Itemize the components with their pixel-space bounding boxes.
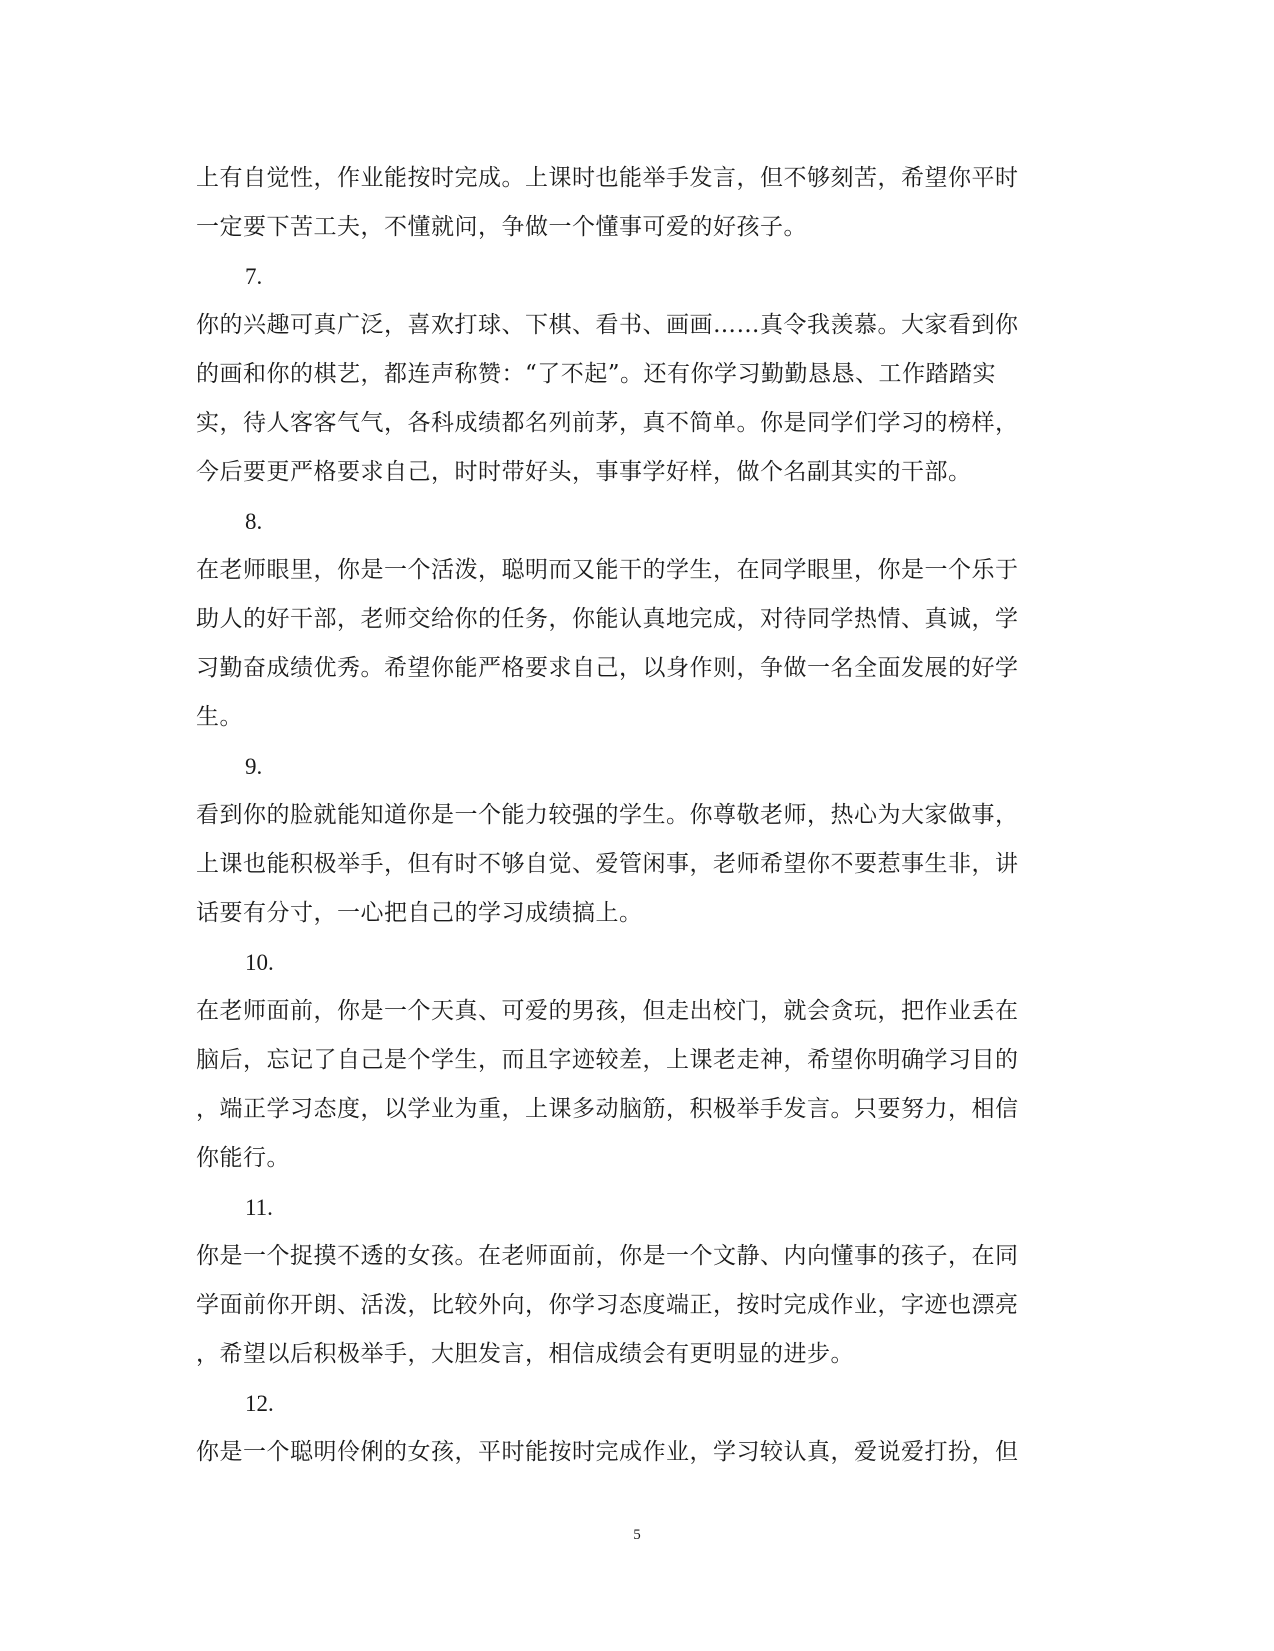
item-number: 7.	[245, 264, 263, 289]
text-line: ，希望以后积极举手，大胆发言，相信成绩会有更明显的进步。	[196, 1341, 854, 1367]
item-number: 12.	[245, 1391, 274, 1416]
text-line: 的画和你的棋艺，都连声称赞：“了不起”。还有你学习勤勤恳恳、工作踏踏实	[196, 361, 997, 387]
text-line: 在老师眼里，你是一个活泼，聪明而又能干的学生，在同学眼里，你是一个乐于	[196, 557, 1019, 583]
text-line: 你能行。	[196, 1145, 290, 1171]
text-line: 在老师面前，你是一个天真、可爱的男孩，但走出校门，就会贪玩，把作业丢在	[196, 998, 1019, 1024]
text-line: 上课也能积极举手，但有时不够自觉、爱管闲事，老师希望你不要惹事生非，讲	[196, 851, 1019, 877]
text-line: 你的兴趣可真广泛，喜欢打球、下棋、看书、画画……真令我羡慕。大家看到你	[196, 312, 1019, 338]
text-line: 上有自觉性，作业能按时完成。上课时也能举手发言，但不够刻苦，希望你平时	[196, 165, 1019, 191]
text-line: 看到你的脸就能知道你是一个能力较强的学生。你尊敬老师，热心为大家做事，	[196, 802, 1019, 828]
text-line: 一定要下苦工夫，不懂就问，争做一个懂事可爱的好孩子。	[196, 214, 807, 240]
item-number: 9.	[245, 754, 263, 779]
document-body	[196, 154, 1076, 1477]
text-line: 你是一个聪明伶俐的女孩，平时能按时完成作业，学习较认真，爱说爱打扮，但	[196, 1439, 1019, 1465]
text-line: 话要有分寸，一心把自己的学习成绩搞上。	[196, 900, 643, 926]
page-number: 5	[633, 1527, 641, 1543]
text-line: ，端正学习态度，以学业为重，上课多动脑筋，积极举手发言。只要努力，相信	[196, 1096, 1019, 1122]
text-line: 学面前你开朗、活泼，比较外向，你学习态度端正，按时完成作业，字迹也漂亮	[196, 1292, 1019, 1318]
text-line: 实，待人客客气气，各科成绩都名列前茅，真不简单。你是同学们学习的榜样，	[196, 410, 1019, 436]
text-line: 生。	[196, 704, 243, 730]
text-line: 今后要更严格要求自己，时时带好头，事事学好样，做个名副其实的干部。	[196, 459, 972, 485]
item-number: 10.	[245, 950, 274, 975]
text-line: 你是一个捉摸不透的女孩。在老师面前，你是一个文静、内向懂事的孩子，在同	[196, 1243, 1019, 1269]
text-line: 脑后，忘记了自己是个学生，而且字迹较差，上课老走神，希望你明确学习目的	[196, 1047, 1019, 1073]
item-number: 8.	[245, 509, 263, 534]
text-line: 助人的好干部，老师交给你的任务，你能认真地完成，对待同学热情、真诚，学	[196, 606, 1019, 632]
item-number: 11.	[245, 1195, 273, 1220]
text-line: 习勤奋成绩优秀。希望你能严格要求自己，以身作则，争做一名全面发展的好学	[196, 655, 1019, 681]
